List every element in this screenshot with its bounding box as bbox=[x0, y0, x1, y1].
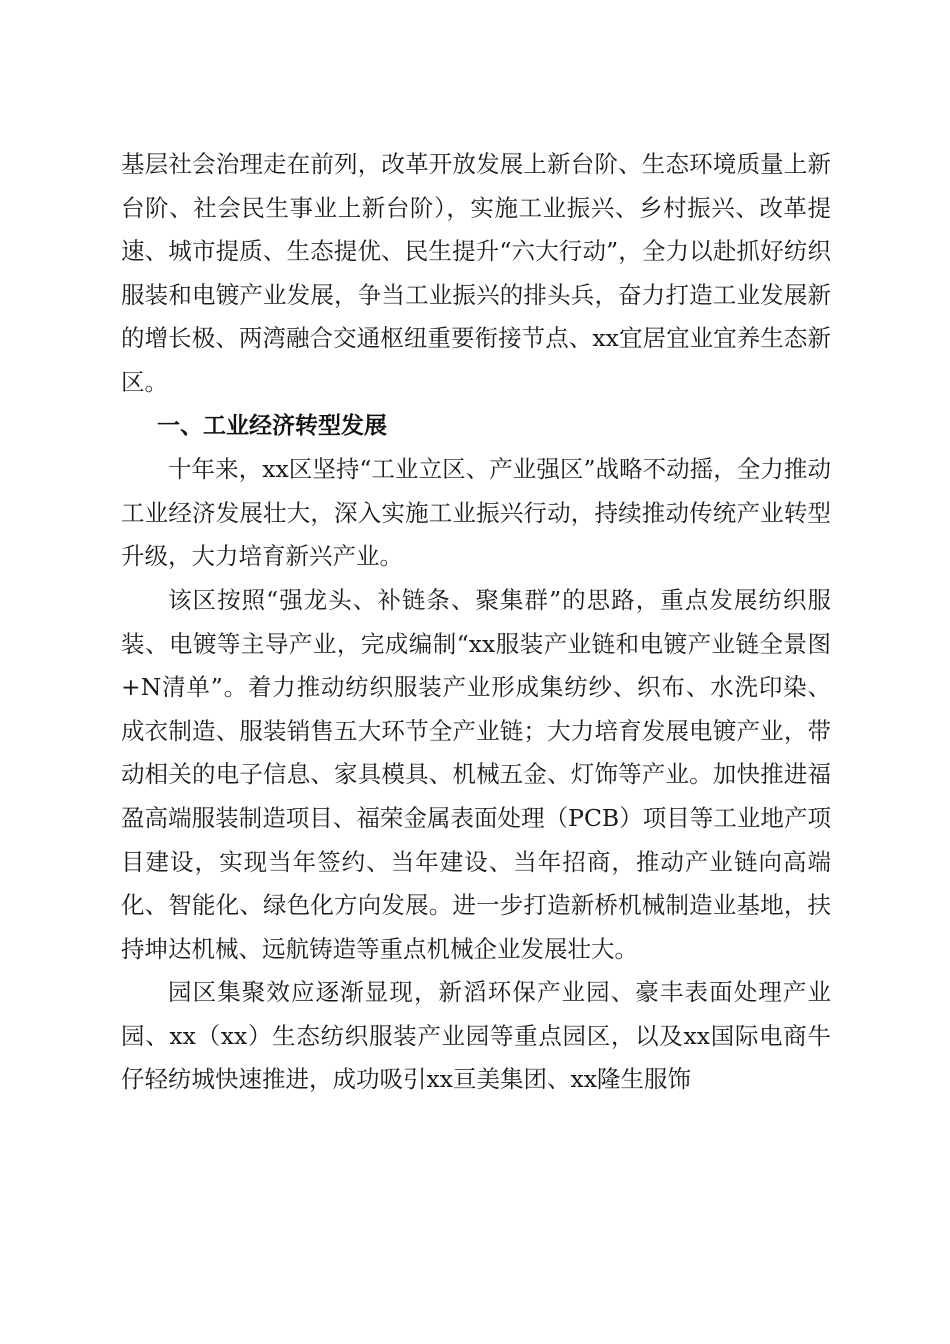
paragraph-industrial-parks: 园区集聚效应逐渐显现，新滔环保产业园、豪丰表面处理产业园、xx（xx）生态纺织服装产业园等重点园区，以及xx国际电商牛仔轻纺城快速推进，成功吸引xx亘美集团、xx隆生服饰 bbox=[121, 978, 831, 1094]
paragraph-continued: 基层社会治理走在前列，改革开放发展上新台阶、生态环境质量上新台阶、社会民生事业上新台阶），实施工业振兴、乡村振兴、改革提速、城市提质、生态提优、民生提升“六大行动”，全力以赴抓好纺织服装和电镀产业发展，争当工业振兴的排头兵，奋力打造工业发展新的增长极、两湾融合交通枢纽重要衔接节点、xx宜居宜业宜养生态新区。 bbox=[121, 150, 831, 396]
section-heading: 一、工业经济转型发展 bbox=[157, 412, 387, 439]
paragraph-industrial-strategy: 十年来，xx区坚持“工业立区、产业强区”战略不动摇，全力推动工业经济发展壮大，深入实施工业振兴行动，持续推动传统产业转型升级，大力培育新兴产业。 bbox=[121, 455, 831, 571]
document-body bbox=[121, 143, 831, 1102]
paragraph-industry-chain: 该区按照“强龙头、补链条、聚集群”的思路，重点发展纺织服装、电镀等主导产业，完成编制“xx服装产业链和电镀产业链全景图+N清单”。着力推动纺织服装产业形成集纺纱、织布、水洗印染、成衣制造、服装销售五大环节全产业链；大力培育发展电镀产业，带动相关的电子信息、家具模具、机械五金、灯饰等产业。加快推进福盈高端服装制造项目、福荣金属表面处理（PCB）项目等工业地产项目建设，实现当年签约、当年建设、当年招商，推动产业链向高端化、智能化、绿色化方向发展。进一步打造新桥机械制造业基地，扶持坤达机械、远航铸造等重点机械企业发展壮大。 bbox=[121, 585, 831, 963]
